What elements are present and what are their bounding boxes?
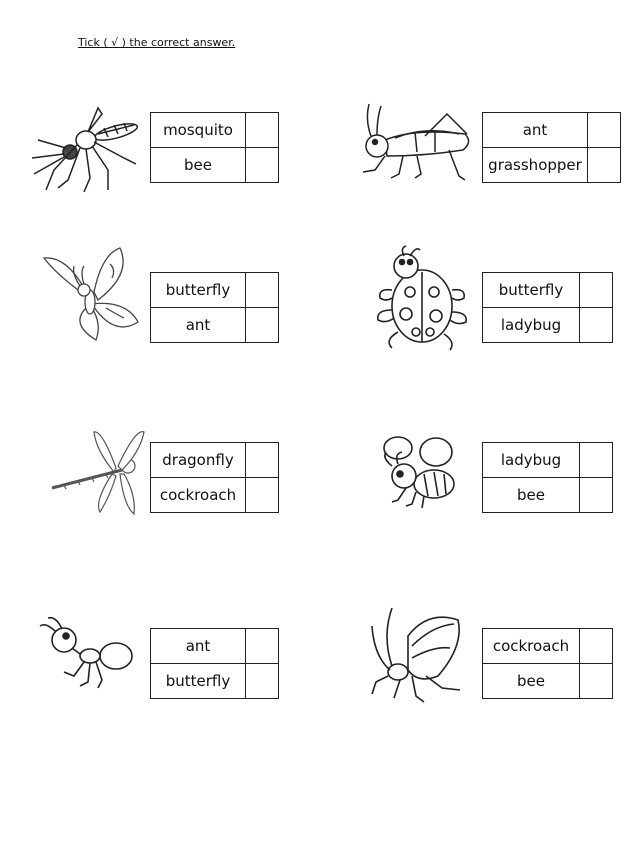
option-label: bee [151, 148, 246, 183]
option-label: grasshopper [483, 148, 588, 183]
option-label: cockroach [151, 478, 246, 513]
tick-box[interactable] [246, 478, 279, 513]
question-1-options [150, 112, 279, 183]
option-label: bee [483, 478, 580, 513]
option-label: cockroach [483, 629, 580, 664]
tick-box[interactable] [588, 148, 621, 183]
grasshopper-picture [355, 100, 479, 190]
question-6-options [482, 442, 613, 513]
option-row [483, 478, 613, 513]
option-label: ant [151, 308, 246, 343]
option-label: ladybug [483, 443, 580, 478]
tick-box[interactable] [246, 629, 279, 664]
tick-box[interactable] [246, 273, 279, 308]
question-8-options [482, 628, 613, 699]
option-label: ant [151, 629, 246, 664]
option-row [151, 478, 279, 513]
mosquito-picture [28, 100, 146, 196]
option-row [151, 113, 279, 148]
option-label: bee [483, 664, 580, 699]
option-row [151, 308, 279, 343]
tick-box[interactable] [246, 148, 279, 183]
option-row [483, 148, 621, 183]
tick-box[interactable] [246, 308, 279, 343]
option-row [483, 273, 613, 308]
question-3-options [150, 272, 279, 343]
ladybug-picture [370, 244, 470, 352]
question-2-options [482, 112, 621, 183]
option-label: ant [483, 113, 588, 148]
option-label: butterfly [483, 273, 580, 308]
option-row [151, 148, 279, 183]
option-row [483, 308, 613, 343]
question-5-options [150, 442, 279, 513]
tick-box[interactable] [246, 664, 279, 699]
option-label: dragonfly [151, 443, 246, 478]
tick-box[interactable] [246, 443, 279, 478]
tick-box[interactable] [580, 664, 613, 699]
tick-box[interactable] [580, 478, 613, 513]
tick-box[interactable] [246, 113, 279, 148]
tick-box[interactable] [580, 629, 613, 664]
question-7-options [150, 628, 279, 699]
option-row [151, 629, 279, 664]
option-row [483, 629, 613, 664]
question-4-options [482, 272, 613, 343]
tick-box[interactable] [580, 308, 613, 343]
option-row [151, 664, 279, 699]
tick-box[interactable] [588, 113, 621, 148]
option-label: ladybug [483, 308, 580, 343]
option-row [483, 443, 613, 478]
option-row [483, 664, 613, 699]
option-label: butterfly [151, 664, 246, 699]
option-label: mosquito [151, 113, 246, 148]
bee-picture [378, 430, 462, 510]
option-label: butterfly [151, 273, 246, 308]
option-row [483, 113, 621, 148]
option-row [151, 273, 279, 308]
tick-box[interactable] [580, 443, 613, 478]
option-row [151, 443, 279, 478]
tick-box[interactable] [580, 273, 613, 308]
butterfly-picture [36, 244, 146, 354]
dragonfly-picture [44, 426, 148, 520]
cockroach-picture [368, 606, 468, 706]
instruction-text: Tick ( √ ) the correct answer. [78, 36, 236, 49]
ant-picture [36, 612, 136, 692]
